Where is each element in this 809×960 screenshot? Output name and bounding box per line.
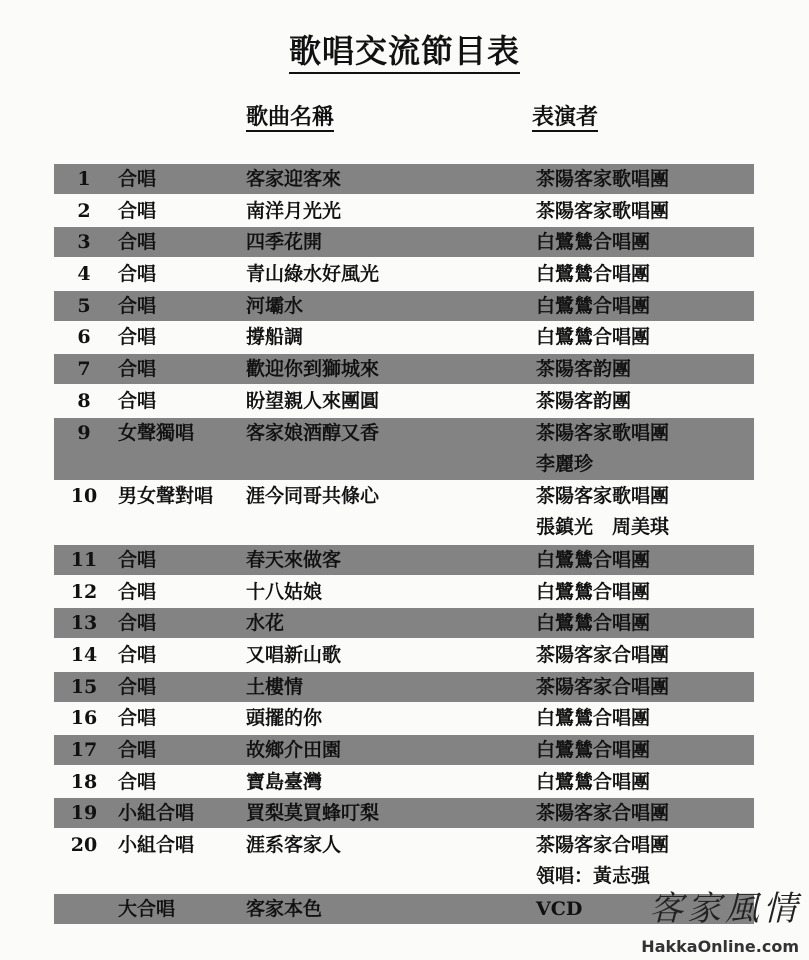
performer xyxy=(536,798,754,829)
performer-line: 茶陽客韵團 xyxy=(536,358,632,381)
table-row xyxy=(54,227,754,257)
song-name: 水花 xyxy=(246,612,285,635)
performer-line: 李麗珍 xyxy=(536,452,594,475)
song-name: 又唱新山歌 xyxy=(246,643,342,666)
song-name: 歡迎你到獅城來 xyxy=(246,358,380,381)
performance-type: 合唱 xyxy=(118,643,157,666)
table-row xyxy=(54,798,754,828)
performer xyxy=(536,386,754,417)
performer-line: 茶陽客家合唱團 xyxy=(536,643,670,666)
performance-type: 合唱 xyxy=(118,580,157,603)
performer xyxy=(536,164,754,195)
performer-line: 茶陽客家合唱團 xyxy=(536,802,670,825)
performer-line: 白鷺鷥合唱團 xyxy=(536,294,651,317)
song-name: 故鄉介田園 xyxy=(246,739,342,761)
header-song-text: 歌曲名稱 xyxy=(246,104,335,130)
row-number: 17 xyxy=(70,739,98,761)
performer-line: 白鷺鷥合唱團 xyxy=(536,548,651,571)
row-number: 11 xyxy=(70,548,98,571)
row-number: 3 xyxy=(77,231,91,254)
performer-line: 白鷺鷥合唱團 xyxy=(536,612,651,635)
performer xyxy=(536,640,754,671)
header-performer xyxy=(532,100,598,131)
song-name: 涯系客家人 xyxy=(246,834,342,857)
performance-type: 男女聲對唱 xyxy=(118,485,214,508)
row-number: 5 xyxy=(77,294,91,317)
performance-type: 合唱 xyxy=(118,326,157,349)
performer-line: 茶陽客家合唱團 xyxy=(536,675,670,698)
performer xyxy=(536,672,754,703)
performance-type: 合唱 xyxy=(118,389,157,412)
performer-line: 白鷺鷥合唱團 xyxy=(536,770,651,793)
table-row xyxy=(54,322,754,352)
table-row xyxy=(54,545,754,575)
table-row xyxy=(54,354,754,384)
song-name: 南洋月光光 xyxy=(246,199,342,222)
performance-type: 合唱 xyxy=(118,199,157,222)
performer-line: 領唱：黃志强 xyxy=(536,865,651,888)
row-number: 1 xyxy=(77,168,91,190)
performer xyxy=(536,767,754,798)
performance-type: 合唱 xyxy=(118,707,157,730)
row-number: 4 xyxy=(77,263,91,286)
song-name: 寶島臺灣 xyxy=(246,770,323,793)
table-row xyxy=(54,196,754,226)
row-number: 10 xyxy=(70,485,98,508)
performer xyxy=(536,322,754,353)
table-row xyxy=(54,386,754,416)
performer-line: 茶陽客家歌唱團 xyxy=(536,168,670,190)
header-song xyxy=(246,100,334,131)
table-row xyxy=(54,259,754,289)
table-row xyxy=(54,767,754,797)
performance-type: 合唱 xyxy=(118,168,157,190)
performance-type: 大合唱 xyxy=(118,897,176,920)
performer xyxy=(536,259,754,290)
song-name: 涯今同哥共條心 xyxy=(246,485,380,508)
table-row xyxy=(54,735,754,765)
performer-line: 白鷺鷥合唱團 xyxy=(536,739,651,761)
performer-line: 白鷺鷥合唱團 xyxy=(536,326,651,349)
table-row xyxy=(54,577,754,607)
table-row xyxy=(54,640,754,670)
performer-line: 茶陽客家合唱團 xyxy=(536,834,670,857)
row-number: 13 xyxy=(70,612,98,635)
table-row xyxy=(54,481,754,543)
page-title xyxy=(0,26,809,72)
row-number: 15 xyxy=(70,675,98,698)
row-number: 19 xyxy=(70,802,98,825)
song-name: 買梨莫買蜂叮梨 xyxy=(246,802,380,825)
performance-type: 合唱 xyxy=(118,294,157,317)
performer-line: 張鎮光 周美琪 xyxy=(536,516,670,539)
performer-line: 茶陽客家歌唱團 xyxy=(536,485,670,508)
performance-type: 合唱 xyxy=(118,263,157,286)
row-number: 18 xyxy=(70,770,98,793)
performance-type: 合唱 xyxy=(118,675,157,698)
performer xyxy=(536,354,754,385)
performer xyxy=(536,291,754,322)
performer xyxy=(536,418,754,480)
song-name: 土樓情 xyxy=(246,675,304,698)
row-number: 6 xyxy=(77,326,91,349)
song-name: 客家本色 xyxy=(246,897,323,920)
song-name: 春天來做客 xyxy=(246,548,342,571)
performer xyxy=(536,545,754,576)
performance-type: 合唱 xyxy=(118,612,157,635)
performance-type: 合唱 xyxy=(118,358,157,381)
performance-type: 小組合唱 xyxy=(118,802,195,825)
table-row xyxy=(54,291,754,321)
song-name: 撐船調 xyxy=(246,326,304,349)
performer xyxy=(536,703,754,734)
song-name: 十八姑娘 xyxy=(246,580,323,603)
performance-type: 合唱 xyxy=(118,548,157,571)
performer-line: 白鷺鷥合唱團 xyxy=(536,580,651,603)
performer xyxy=(536,608,754,639)
row-number: 7 xyxy=(77,358,91,381)
song-name: 青山綠水好風光 xyxy=(246,263,380,286)
table-row xyxy=(54,703,754,733)
song-name: 頭擺的你 xyxy=(246,707,323,730)
performer xyxy=(536,735,754,766)
row-number: 8 xyxy=(77,389,91,412)
title-text: 歌唱交流節目表 xyxy=(289,32,520,74)
performance-type: 合唱 xyxy=(118,739,157,761)
performer xyxy=(536,481,754,543)
song-name: 客家娘酒醇又香 xyxy=(246,421,380,444)
table-row xyxy=(54,608,754,638)
performer-line: VCD xyxy=(536,897,583,920)
song-name: 客家迎客來 xyxy=(246,168,342,190)
table-row xyxy=(54,418,754,480)
performer-line: 白鷺鷥合唱團 xyxy=(536,707,651,730)
song-name: 河壩水 xyxy=(246,294,304,317)
row-number: 9 xyxy=(77,421,91,444)
header-performer-text: 表演者 xyxy=(532,104,599,130)
performer-line: 茶陽客韵團 xyxy=(536,389,632,412)
watermark-logo: 客家風情 xyxy=(649,889,801,929)
performance-type: 女聲獨唱 xyxy=(118,421,195,444)
song-name: 四季花開 xyxy=(246,231,323,254)
site-url: HakkaOnline.com xyxy=(641,937,799,956)
performer xyxy=(536,577,754,608)
song-name: 盼望親人來團圓 xyxy=(246,389,380,412)
row-number: 12 xyxy=(70,580,98,603)
row-number: 20 xyxy=(70,834,98,857)
row-number: 14 xyxy=(70,643,98,666)
row-number: 16 xyxy=(70,707,98,730)
performer xyxy=(536,196,754,227)
performer-line: 茶陽客家歌唱團 xyxy=(536,199,670,222)
row-number: 2 xyxy=(77,199,91,222)
performer-line: 白鷺鷥合唱團 xyxy=(536,231,651,254)
performance-type: 合唱 xyxy=(118,770,157,793)
performer xyxy=(536,227,754,258)
table-row xyxy=(54,164,754,194)
table-row xyxy=(54,672,754,702)
performance-type: 合唱 xyxy=(118,231,157,254)
program-table xyxy=(54,164,754,925)
performance-type: 小組合唱 xyxy=(118,834,195,857)
performer-line: 茶陽客家歌唱團 xyxy=(536,421,670,444)
performer-line: 白鷺鷥合唱團 xyxy=(536,263,651,286)
